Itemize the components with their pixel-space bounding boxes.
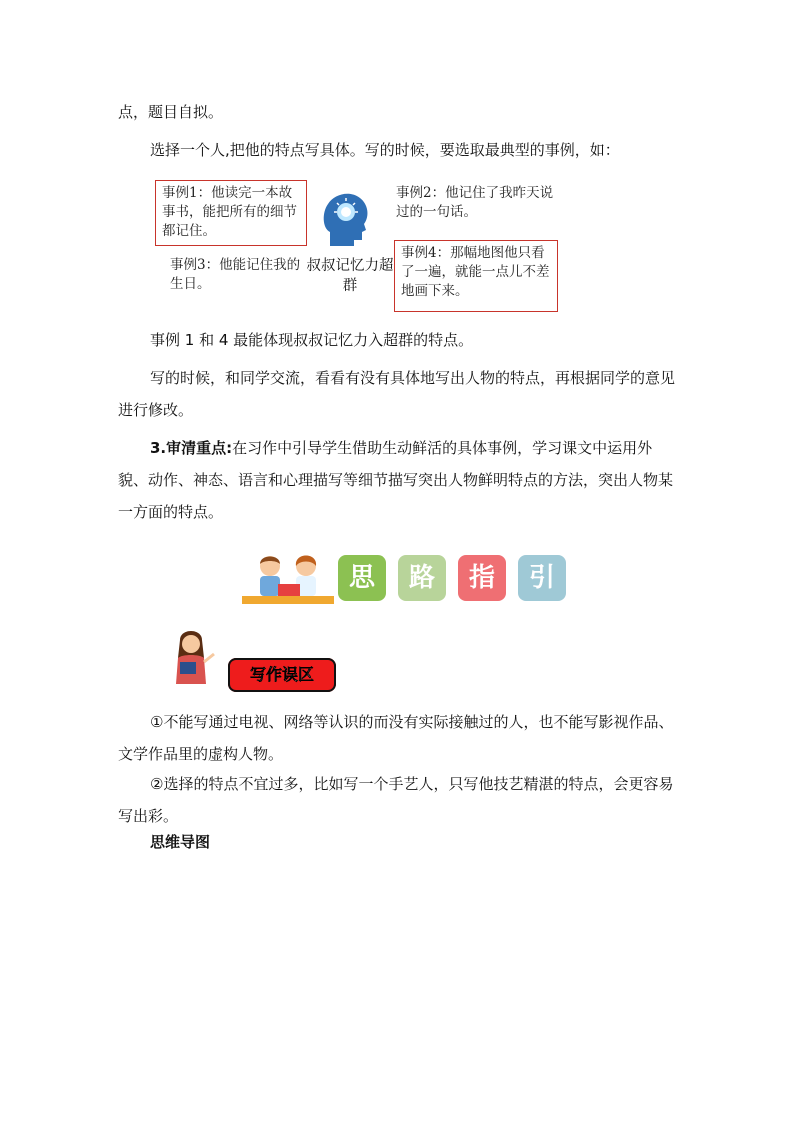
paragraph-focus <box>118 432 678 528</box>
students-reading-icon <box>242 552 334 608</box>
tip-1: ①不能写通过电视、网络等认识的而没有实际接触过的人，也不能写影视作品、文学作品里的虚构人物。 <box>118 713 674 763</box>
banner-char-4: 引 <box>518 555 566 601</box>
example-3-text: 事例3：他能记住我的生日。 <box>170 257 301 292</box>
paragraph-revise: 写的时候，和同学交流，看看有没有具体地写出人物的特点，再根据同学的意见进行修改。 <box>118 369 676 419</box>
focus-label: 3.审清重点: <box>150 439 233 457</box>
mindmap-heading: 思维导图 <box>150 833 211 851</box>
example-4-box: 事例4：那幅地图他只看了一遍，就能一点儿不差地画下来。 <box>394 240 558 312</box>
thinking-guide-banner <box>242 552 572 608</box>
tip-2: ②选择的特点不宜过多，比如写一个手艺人，只写他技艺精湛的特点，会更容易写出彩。 <box>118 775 674 825</box>
banner-char-2: 路 <box>398 555 446 601</box>
paragraph-examples: 事例 1 和 4 最能体现叔叔记忆力入超群的特点。 <box>150 331 474 349</box>
focus-text: 在习作中引导学生借助生动鲜活的具体事例，学习课文中运用外貌、动作、神态、语言和心理描写等细节描写突出人物鲜明特点的方法，突出人物某一方面的特点。 <box>118 439 674 521</box>
example-1-box: 事例1：他读完一本故事书，能把所有的细节都记住。 <box>155 180 307 246</box>
lightbulb-head-icon <box>320 188 372 248</box>
example-figure <box>150 178 570 313</box>
center-label: 叔叔记忆力超群 <box>306 258 394 294</box>
intro-line-2: 选择一个人,把他的特点写具体。写的时候，要选取最典型的事例，如： <box>150 141 620 159</box>
intro-line-1: 点，题目自拟。 <box>118 103 224 121</box>
writing-mistakes-label: 写作误区 <box>228 658 336 692</box>
banner-char-3: 指 <box>458 555 506 601</box>
example-2-text: 事例2：他记住了我昨天说过的一句话。 <box>396 185 554 220</box>
banner-char-1: 思 <box>338 555 386 601</box>
teacher-icon <box>168 628 216 686</box>
